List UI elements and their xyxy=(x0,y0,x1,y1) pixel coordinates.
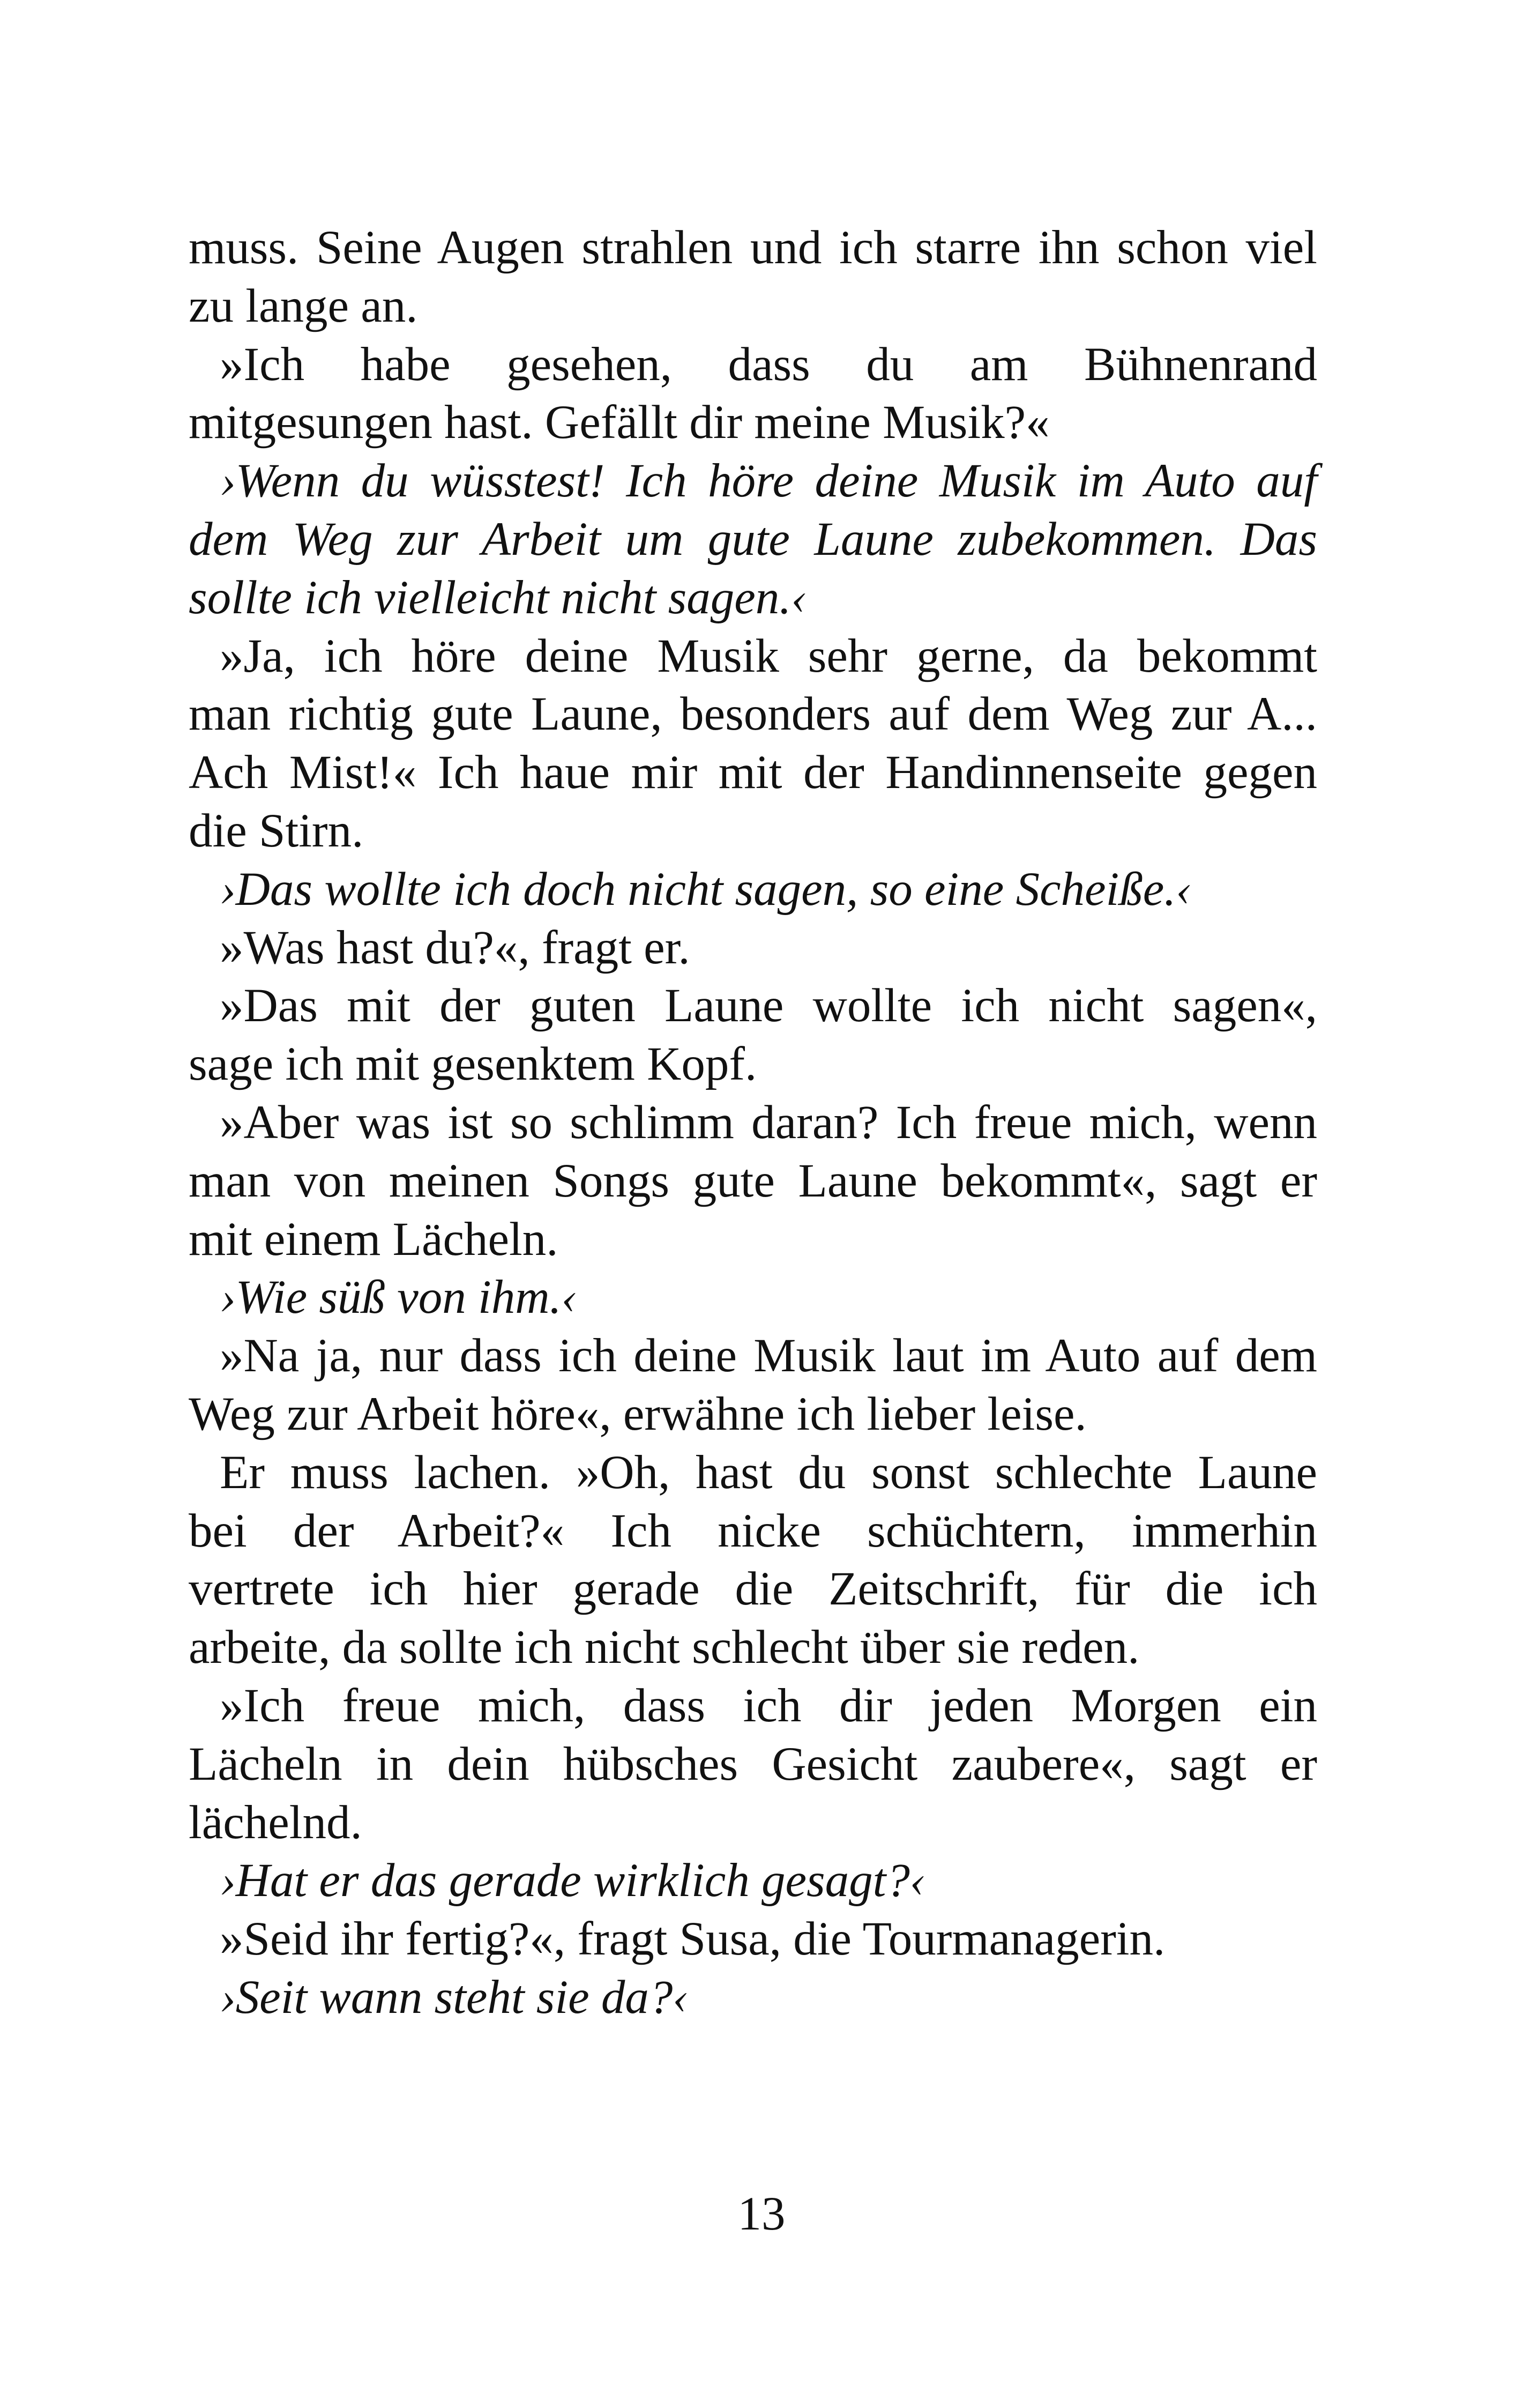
page-number: 13 xyxy=(737,2188,786,2240)
text-line: lächelnd. xyxy=(189,1796,362,1849)
text-line: mitgesungen hast. Gefällt dir meine Musik?« xyxy=(189,396,1050,449)
text-line: Lächeln in dein hübsches Gesicht zaubere«, sagt er xyxy=(189,1737,1317,1790)
thought-line: dem Weg zur Arbeit um gute Laune zubekommen. Das xyxy=(189,512,1317,566)
thought-line: ›Seit wann steht sie da?‹ xyxy=(220,1971,689,2024)
text-line: bei der Arbeit?« Ich nicke schüchtern, immerhin xyxy=(189,1504,1317,1557)
text-line: arbeite, da sollte ich nicht schlecht über sie reden. xyxy=(189,1621,1140,1674)
text-line: Ach Mist!« Ich haue mir mit der Handinnenseite gegen xyxy=(189,746,1317,799)
text-line: Er muss lachen. »Oh, hast du sonst schlechte Laune xyxy=(220,1446,1317,1499)
thought-line: ›Das wollte ich doch nicht sagen, so eine Scheiße.‹ xyxy=(220,863,1192,916)
text-line: »Ja, ich höre deine Musik sehr gerne, da bekommt xyxy=(220,629,1317,682)
thought-line: ›Hat er das gerade wirklich gesagt?‹ xyxy=(220,1854,926,1907)
text-line: vertrete ich hier gerade die Zeitschrift, für die ich xyxy=(189,1563,1317,1616)
text-line: muss. Seine Augen strahlen und ich starre ihn schon viel xyxy=(189,221,1317,274)
text-line: »Seid ihr fertig?«, fragt Susa, die Tourmanagerin. xyxy=(220,1913,1166,1966)
text-line: mit einem Lächeln. xyxy=(189,1213,558,1266)
text-line: »Na ja, nur dass ich deine Musik laut im Auto auf dem xyxy=(220,1329,1317,1383)
thought-line: ›Wie süß von ihm.‹ xyxy=(220,1271,578,1324)
text-line: man von meinen Songs gute Laune bekommt«, sagt er xyxy=(189,1154,1317,1207)
text-line: man richtig gute Laune, besonders auf dem Weg zur A... xyxy=(189,688,1317,741)
text-line: zu lange an. xyxy=(189,279,418,332)
thought-line: ›Wenn du wüsstest! Ich höre deine Musik im Auto auf xyxy=(220,455,1317,508)
text-line: die Stirn. xyxy=(189,804,364,857)
text-line: Weg zur Arbeit höre«, erwähne ich lieber leise. xyxy=(189,1387,1087,1440)
text-line: »Aber was ist so schlimm daran? Ich freue mich, wenn xyxy=(220,1096,1317,1149)
text-line: »Ich freue mich, dass ich dir jeden Morgen ein xyxy=(220,1679,1317,1732)
body-text xyxy=(189,219,1317,2027)
text-line: »Was hast du?«, fragt er. xyxy=(220,921,690,974)
text-line: sage ich mit gesenktem Kopf. xyxy=(189,1038,757,1091)
text-line: »Ich habe gesehen, dass du am Bühnenrand xyxy=(220,338,1317,391)
text-line: »Das mit der guten Laune wollte ich nicht sagen«, xyxy=(220,979,1317,1032)
thought-line: sollte ich vielleicht nicht sagen.‹ xyxy=(189,571,808,624)
